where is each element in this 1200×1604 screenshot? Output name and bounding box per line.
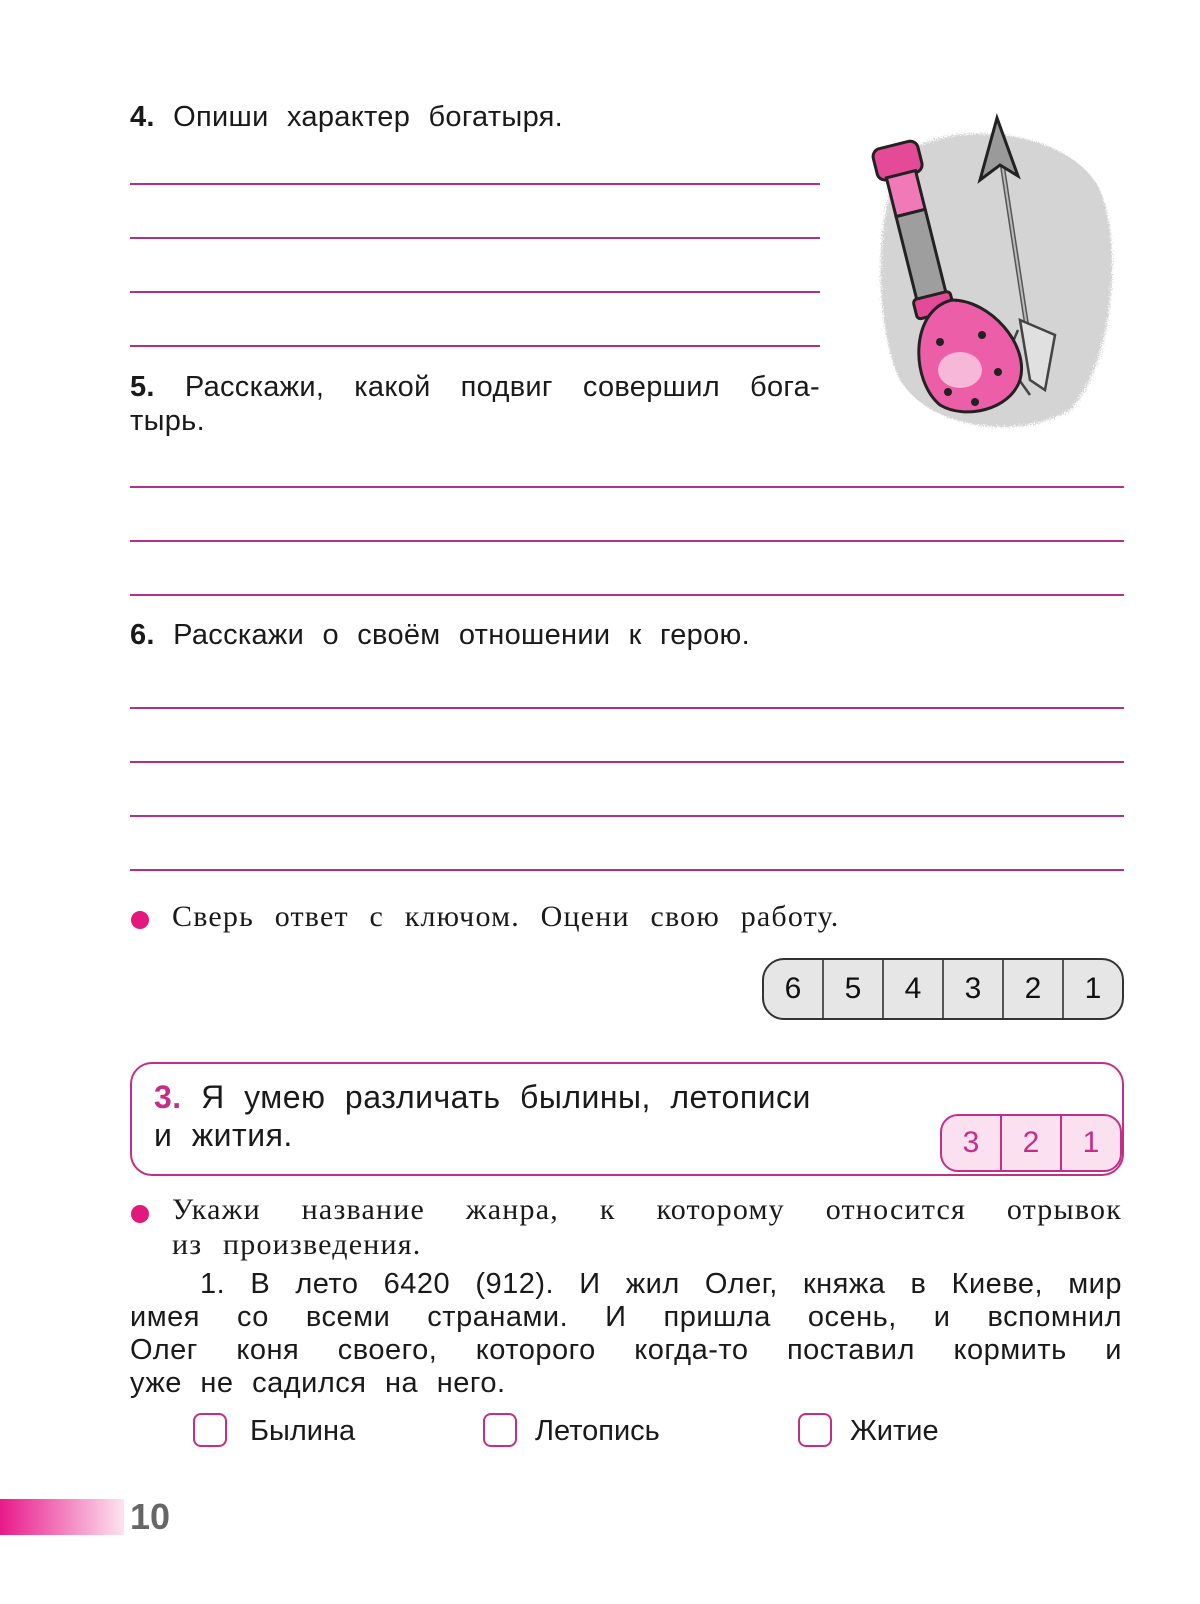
answer-line[interactable] — [130, 540, 1124, 542]
genre-instruction-line1: Укажи название жанра, к которому относится отрывок — [172, 1193, 1122, 1226]
answer-line[interactable] — [130, 291, 820, 293]
task-5 — [130, 370, 820, 404]
checkbox-zhitie[interactable] — [798, 1413, 832, 1447]
score-cell[interactable]: 1 — [1062, 960, 1122, 1018]
check-instruction: Сверь ответ с ключом. Оцени свою работу. — [172, 900, 840, 933]
skill-scale — [940, 1114, 1122, 1172]
score-scale — [762, 958, 1124, 1020]
page-number-bar — [0, 1499, 124, 1535]
checkbox-letopis[interactable] — [483, 1413, 517, 1447]
option-label-zhitie: Житие — [850, 1415, 939, 1447]
skill-scale-cell[interactable]: 2 — [1000, 1116, 1060, 1170]
task-4-text: Опиши характер богатыря. — [173, 101, 564, 133]
answer-line[interactable] — [130, 707, 1124, 709]
skill-text-line1: Я умею различать былины, летописи — [201, 1079, 811, 1115]
task-4 — [130, 100, 563, 134]
task-4-number: 4. — [130, 101, 155, 133]
answer-line[interactable] — [130, 761, 1124, 763]
skill-scale-cell[interactable]: 3 — [962, 1126, 980, 1159]
page-number: 10 — [130, 1496, 171, 1537]
answer-line[interactable] — [130, 486, 1124, 488]
task-5-number: 5. — [130, 371, 155, 403]
bullet-icon — [131, 1205, 149, 1223]
answer-line[interactable] — [130, 183, 820, 185]
passage-line: 1. В лето 6420 (912). И жил Олег, княжа в Киеве, мир — [200, 1268, 1122, 1300]
score-cell[interactable]: 5 — [822, 960, 882, 1018]
score-cell[interactable]: 6 — [784, 972, 802, 1005]
skill-number: 3. — [154, 1079, 182, 1115]
task-5-text-continued: тырь. — [130, 405, 205, 437]
task-6 — [130, 618, 750, 652]
task-5-text: Расскажи, какой подвиг совершил бога- — [184, 371, 820, 403]
passage-line: уже не садился на него. — [130, 1367, 506, 1399]
answer-line[interactable] — [130, 869, 1124, 871]
answer-line[interactable] — [130, 594, 1124, 596]
answer-line[interactable] — [130, 237, 820, 239]
task-6-number: 6. — [130, 619, 155, 651]
answer-line[interactable] — [130, 345, 820, 347]
score-cell[interactable]: 4 — [882, 960, 942, 1018]
score-cell[interactable]: 2 — [1002, 960, 1062, 1018]
passage-line: имея со всеми странами. И пришла осень, и вспомнил — [130, 1301, 1122, 1333]
checkbox-bylina[interactable] — [193, 1413, 227, 1447]
task-6-text: Расскажи о своём отношении к герою. — [173, 619, 750, 651]
option-label-letopis: Летопись — [535, 1415, 660, 1447]
skill-scale-cell[interactable]: 1 — [1060, 1116, 1120, 1170]
mace-arrow-illustration — [870, 110, 1130, 440]
passage-line: Олег коня своего, которого когда-то поставил кормить и — [130, 1334, 1122, 1366]
score-cell[interactable]: 3 — [942, 960, 1002, 1018]
option-label-bylina: Былина — [250, 1415, 356, 1447]
answer-line[interactable] — [130, 815, 1124, 817]
genre-instruction-line2: из произведения. — [172, 1228, 422, 1261]
bullet-icon — [131, 911, 149, 929]
skill-text-line2: и жития. — [154, 1117, 293, 1153]
skill-title — [154, 1078, 811, 1154]
